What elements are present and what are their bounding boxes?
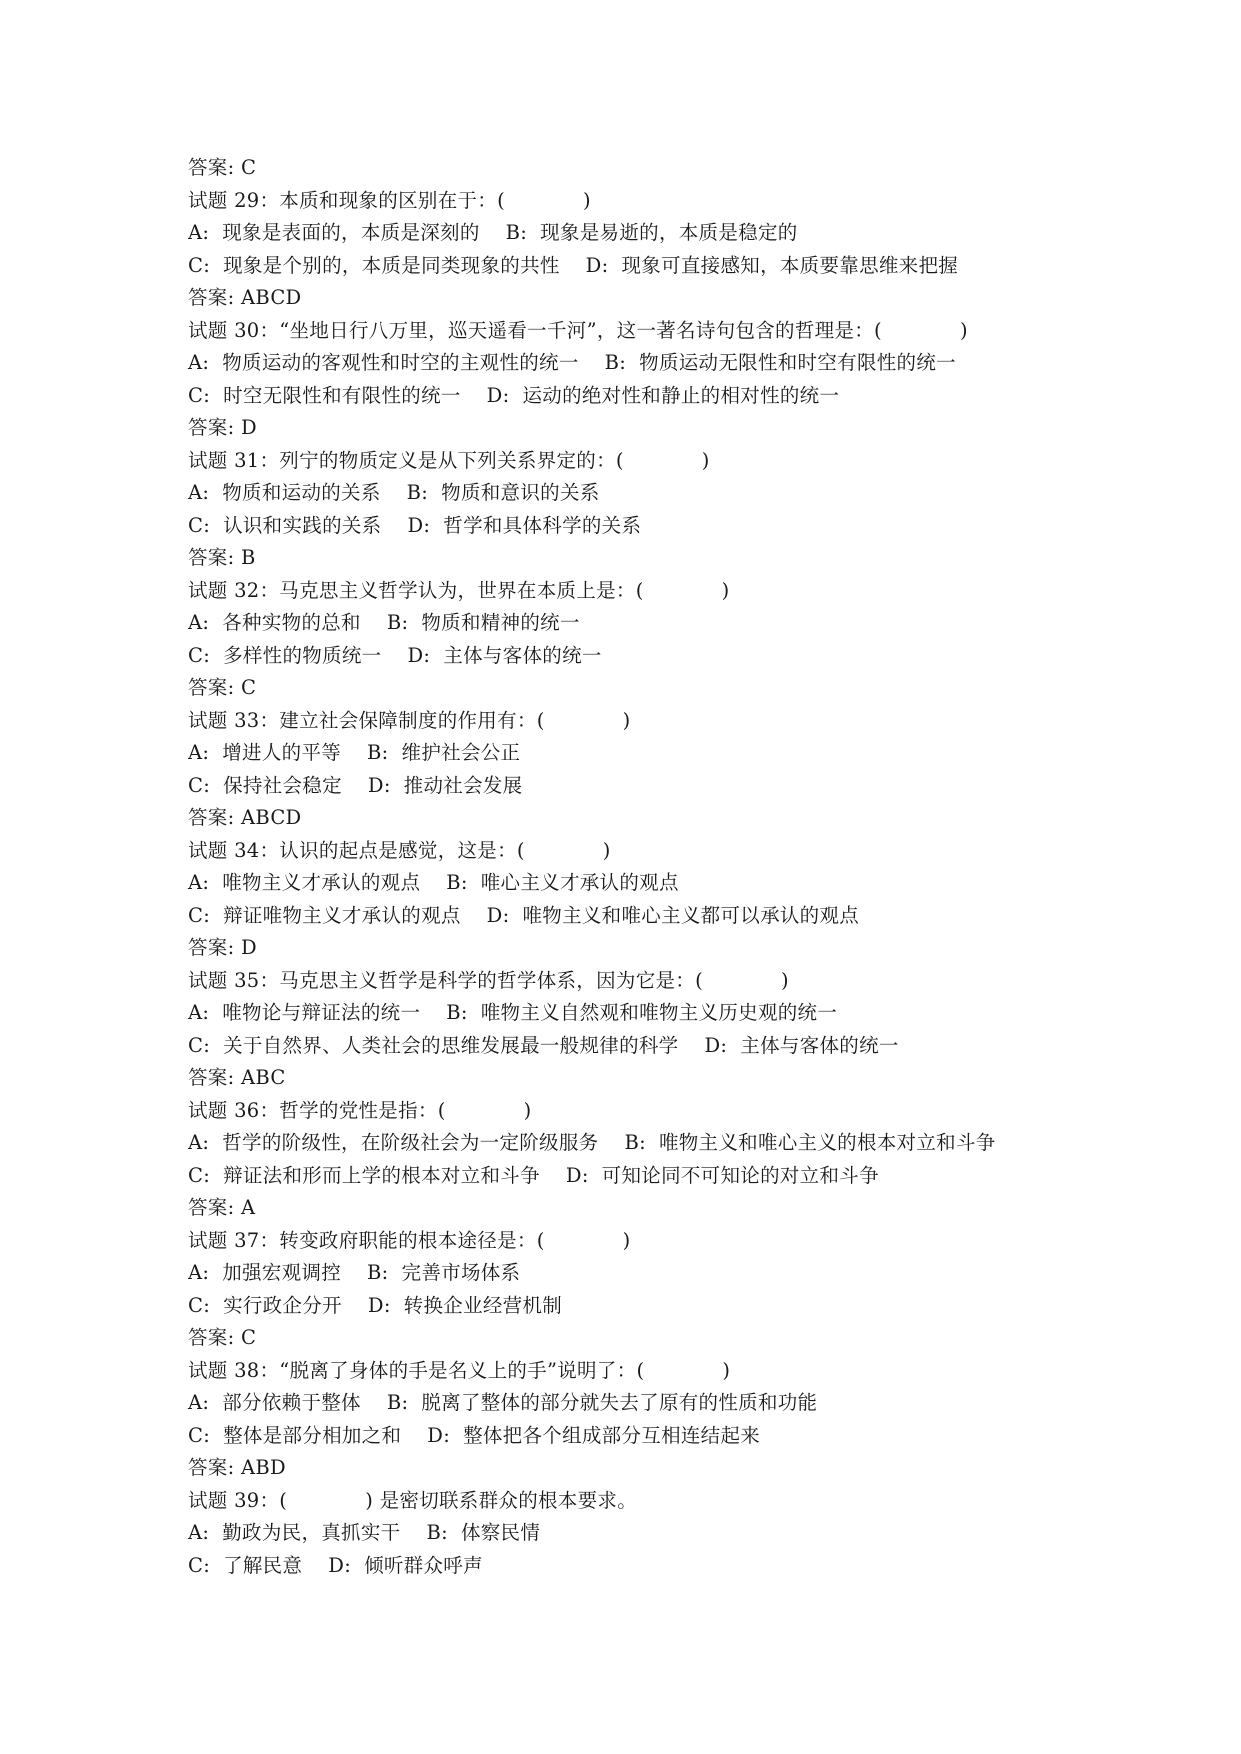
text-line: C: 实行政企分开 D: 转换企业经营机制 [188,1293,563,1317]
text-line: A: 部分依赖于整体 B: 脱离了整体的部分就失去了原有的性质和功能 [188,1391,818,1414]
text-line: 试题 39：( ) 是密切联系群众的根本要求。 [188,1488,638,1512]
text-line: C: 保持社会稳定 D: 推动社会发展 [188,773,523,797]
text-line: 答案: ABD [188,1456,286,1479]
text-line: A: 物质和运动的关系 B: 物质和意识的关系 [188,481,600,504]
text-line: A: 加强宏观调控 B: 完善市场体系 [188,1261,521,1284]
text-line: C: 现象是个别的，本质是同类现象的共性 D: 现象可直接感知，本质要靠思维来把握 [188,253,959,277]
text-line: C: 辩证法和形而上学的根本对立和斗争 D: 可知论同不可知论的对立和斗争 [188,1163,879,1187]
text-line: 答案: D [188,936,257,959]
text-line: A: 增进人的平等 B: 维护社会公正 [188,741,521,764]
text-line: 试题 30：“坐地日行八万里，巡天遥看一千河”，这一著名诗句包含的哲理是：( ) [188,318,968,342]
text-line: A: 各种实物的总和 B: 物质和精神的统一 [188,611,580,634]
text-line: 答案: C [188,1326,257,1349]
text-line: 试题 31：列宁的物质定义是从下列关系界定的：( ) [188,448,710,472]
text-line: A: 现象是表面的，本质是深刻的 B: 现象是易逝的，本质是稳定的 [188,221,798,244]
text-line: A: 哲学的阶级性，在阶级社会为一定阶级服务 B: 唯物主义和唯心主义的根本对立和斗争 [188,1131,996,1154]
text-line: C: 整体是部分相加之和 D: 整体把各个组成部分互相连结起来 [188,1423,761,1447]
text-line: C: 时空无限性和有限性的统一 D: 运动的绝对性和静止的相对性的统一 [188,383,840,407]
text-line: C: 了解民意 D: 倾听群众呼声 [188,1553,483,1577]
document-page [188,152,1088,1582]
text-line: 答案: B [188,546,256,569]
text-line: 答案: D [188,416,257,439]
text-line: 答案: A [188,1196,256,1219]
text-line: 答案: ABC [188,1066,286,1089]
text-line: A: 物质运动的客观性和时空的主观性的统一 B: 物质运动无限性和时空有限性的统一 [188,351,956,374]
text-line: 答案: ABCD [188,286,302,309]
text-line: C: 多样性的物质统一 D: 主体与客体的统一 [188,643,602,667]
text-line: C: 认识和实践的关系 D: 哲学和具体科学的关系 [188,513,642,537]
text-line: 答案: C [188,676,257,699]
text-line: 试题 36：哲学的党性是指：( ) [188,1098,532,1122]
text-line: 试题 32：马克思主义哲学认为，世界在本质上是：( ) [188,578,730,602]
text-line: A: 唯物主义才承认的观点 B: 唯心主义才承认的观点 [188,871,679,894]
text-line: 答案: ABCD [188,806,302,829]
text-line: C: 辩证唯物主义才承认的观点 D: 唯物主义和唯心主义都可以承认的观点 [188,903,860,927]
text-line: 答案: C [188,156,257,179]
text-line: 试题 37：转变政府职能的根本途径是：( ) [188,1228,631,1252]
text-line: 试题 29：本质和现象的区别在于：( ) [188,188,591,212]
text-line: 试题 33：建立社会保障制度的作用有：( ) [188,708,631,732]
text-line: A: 唯物论与辩证法的统一 B: 唯物主义自然观和唯物主义历史观的统一 [188,1001,838,1024]
text-line: C: 关于自然界、人类社会的思维发展最一般规律的科学 D: 主体与客体的统一 [188,1033,899,1057]
text-line: 试题 34：认识的起点是感觉，这是：( ) [188,838,611,862]
text-line: 试题 38：“脱离了身体的手是名义上的手”说明了：( ) [188,1358,731,1382]
text-line: A: 勤政为民，真抓实干 B: 体察民情 [188,1521,541,1544]
text-line: 试题 35：马克思主义哲学是科学的哲学体系，因为它是：( ) [188,968,789,992]
